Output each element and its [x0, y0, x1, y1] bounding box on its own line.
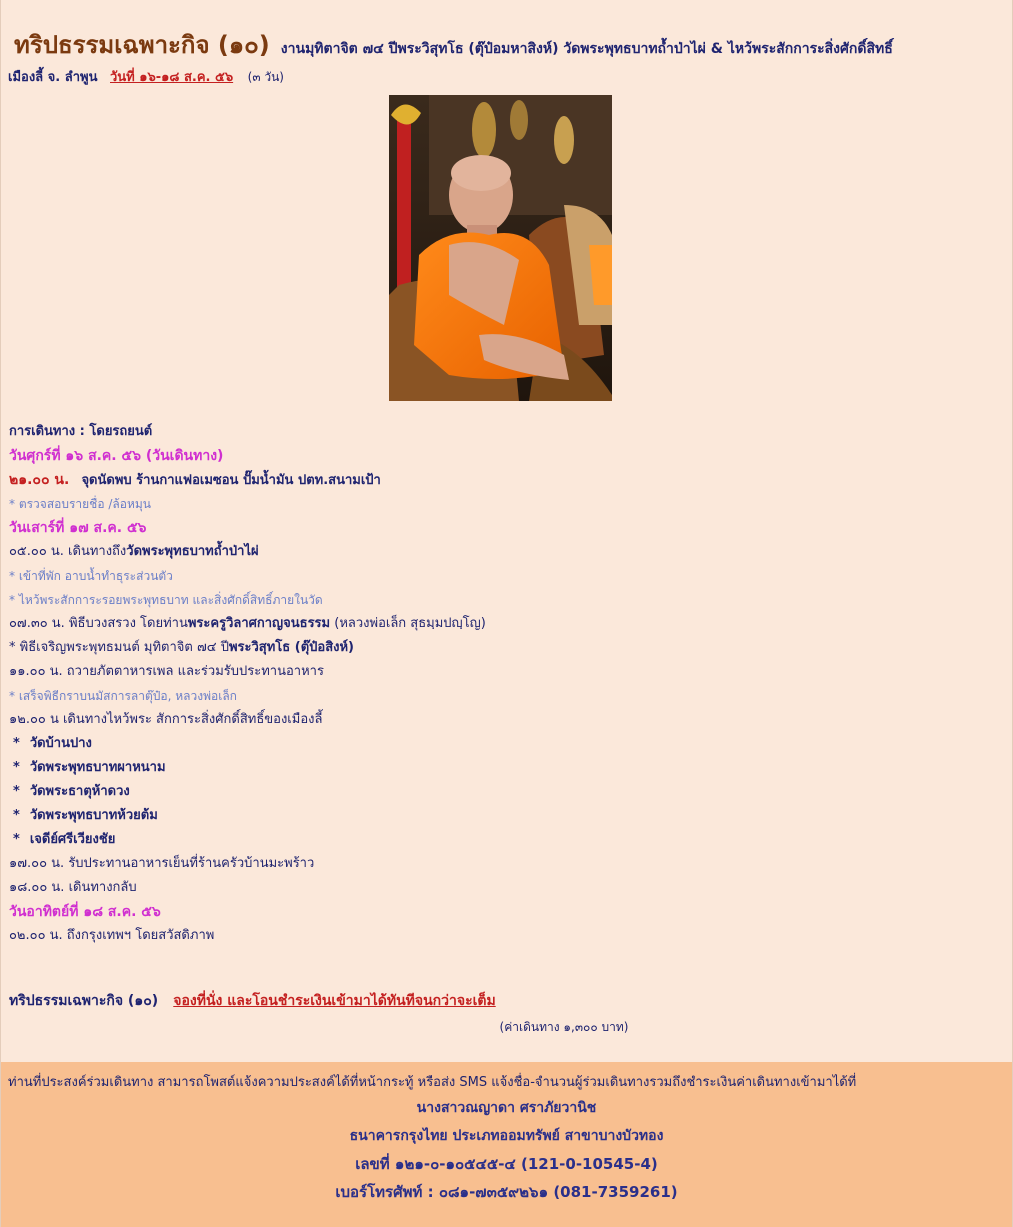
trip-name: ทริปธรรมเฉพาะกิจ (๑๐): [9, 993, 159, 1009]
day1-heading: วันศุกร์ที่ ๑๖ ส.ค. ๕๖ (วันเดินทาง): [9, 448, 224, 464]
temple-item: [9, 732, 999, 756]
temple-item: [9, 780, 999, 804]
monk-photo-image: [389, 95, 612, 401]
phone-number: เบอร์โทรศัพท์ : ๐๘๑-๗๓๕๙๒๖๑ (081-7359261): [335, 1183, 678, 1201]
trip-footer: [9, 990, 999, 1037]
day2-row3-b: พระวิสุทโธ (ตุ๊ป๋อสิงห์): [228, 640, 354, 655]
title-line: [8, 0, 1012, 66]
day1-meet-row: [9, 468, 999, 492]
contact-panel: [1, 1062, 1012, 1227]
star-icon: *: [13, 784, 20, 799]
temple-name: วัดพระธาตุห้าดวง: [29, 784, 130, 799]
day2-row2-b: พระครูวิลาศกาญจนธรรม: [187, 616, 331, 631]
day2-row1-time: ๐๕.๐๐ น. เดินทางถึง: [9, 544, 127, 559]
temple-item: [9, 804, 999, 828]
day2-row3-a: * พิธีเจริญพระพุทธมนต์ มุทิตาจิต ๗๔ ปี: [9, 640, 229, 655]
temple-item: [9, 828, 999, 852]
temple-name: วัดบ้านปาง: [29, 736, 92, 751]
day2-row5: ๑๒.๐๐ น เดินทางไหว้พระ สักการะสิ่งศักดิ์สิทธิ์ของเมืองลี้: [9, 712, 323, 727]
day1-time: ๒๑.๐๐ น.: [9, 472, 70, 488]
day3-heading: วันอาทิตย์ที่ ๑๘ ส.ค. ๕๖: [9, 904, 161, 920]
day1-meeting-point: จุดนัดพบ ร้านกาแฟอเมซอน ปั๊มน้ำมัน ปตท.สนามเป้า: [81, 473, 381, 488]
day1-note: * ตรวจสอบรายชื่อ /ล้อหมุน: [9, 497, 151, 511]
day2-row4: ๑๑.๐๐ น. ถวายภัตตาหารเพล และร่วมรับประทานอาหาร: [9, 664, 324, 679]
header: [1, 0, 1012, 89]
day2-row2: [9, 612, 999, 636]
location: เมืองลี้ จ. ลำพูน: [8, 70, 98, 85]
day2-row1: [9, 540, 999, 564]
day2-row1-place: วัดพระพุทธบาทถ้ำป่าไผ่: [126, 544, 259, 559]
star-icon: *: [13, 832, 20, 847]
day2-note2: * ไหว้พระสักการะรอยพระพุทธบาท และสิ่งศักดิ์สิทธิ์ภายในวัด: [9, 593, 323, 607]
bank-info: ธนาคารกรุงไทย ประเภทออมทรัพย์ สาขาบางบัวทอง: [349, 1128, 664, 1144]
day2-note1: * เข้าที่พัก อาบน้ำทำธุระส่วนตัว: [9, 569, 173, 583]
temple-name: เจดีย์ศรีเวียงชัย: [29, 832, 116, 847]
page-title: ทริปธรรมเฉพาะกิจ (๑๐): [14, 31, 270, 59]
day2-row7: ๑๘.๐๐ น. เดินทางกลับ: [9, 880, 137, 895]
day2-row2-a: ๐๗.๓๐ น. พิธีบวงสรวง โดยท่าน: [9, 616, 188, 631]
day2-row6: ๑๗.๐๐ น. รับประทานอาหารเย็นที่ร้านครัวบ้านมะพร้าว: [9, 856, 315, 871]
temple-name: วัดพระพุทธบาทห้วยต้ม: [29, 808, 158, 823]
booking-link[interactable]: จองที่นั่ง และโอนชำระเงินเข้ามาได้ทันทีจนกว่าจะเต็ม: [173, 993, 496, 1009]
star-icon: *: [13, 760, 20, 775]
account-name: นางสาวณญาดา ศราภัยวานิช: [416, 1100, 597, 1116]
account-number: เลขที่ ๑๒๑-๐-๑๐๕๔๕-๔ (121-0-10545-4): [355, 1155, 658, 1173]
page-subtitle: งานมุทิตาจิต ๗๔ ปีพระวิสุทโธ (ตุ๊ป๋อมหาสิงห์) วัดพระพุทธบาทถ้ำป่าไผ่ & ไหว้พระสักการะสิ่งศักดิ์สิทธิ์: [280, 41, 893, 57]
temple-name: วัดพระพุทธบาทผาหนาม: [29, 760, 166, 775]
travel-mode: การเดินทาง : โดยรถยนต์: [9, 424, 153, 439]
day3-row1: ๐๒.๐๐ น. ถึงกรุงเทพฯ โดยสวัสดิภาพ: [9, 928, 215, 943]
star-icon: *: [13, 736, 20, 751]
date-link[interactable]: วันที่ ๑๖-๑๘ ส.ค. ๕๖: [110, 70, 234, 85]
day2-row2-c: (หลวงพ่อเล็ก สุธมฺมปญฺโญ): [330, 616, 486, 631]
temple-item: [9, 756, 999, 780]
days-count: (๓ วัน): [247, 70, 284, 84]
day2-row3: [9, 636, 999, 660]
day2-note3: * เสร็จพิธีกราบนมัสการลาตุ๊ป๋อ, หลวงพ่อเล็ก: [9, 689, 237, 703]
monk-photo: [389, 95, 612, 401]
trip-cost: (ค่าเดินทาง ๑,๓๐๐ บาท): [499, 1020, 629, 1034]
contact-intro: ท่านที่ประสงค์ร่วมเดินทาง สามารถโพสต์แจ้งความประสงค์ได้ที่หน้ากระทู้ หรือส่ง SMS แจ้งชื่อ-จำนวนผู้ร่วมเดินทางรวมถึงชำระเงินค่าเดินทางเข้ามาได้ที่: [8, 1075, 857, 1090]
itinerary: [9, 420, 999, 948]
location-line: [8, 66, 1012, 89]
day2-heading: วันเสาร์ที่ ๑๗ ส.ค. ๕๖: [9, 520, 147, 536]
star-icon: *: [13, 808, 20, 823]
